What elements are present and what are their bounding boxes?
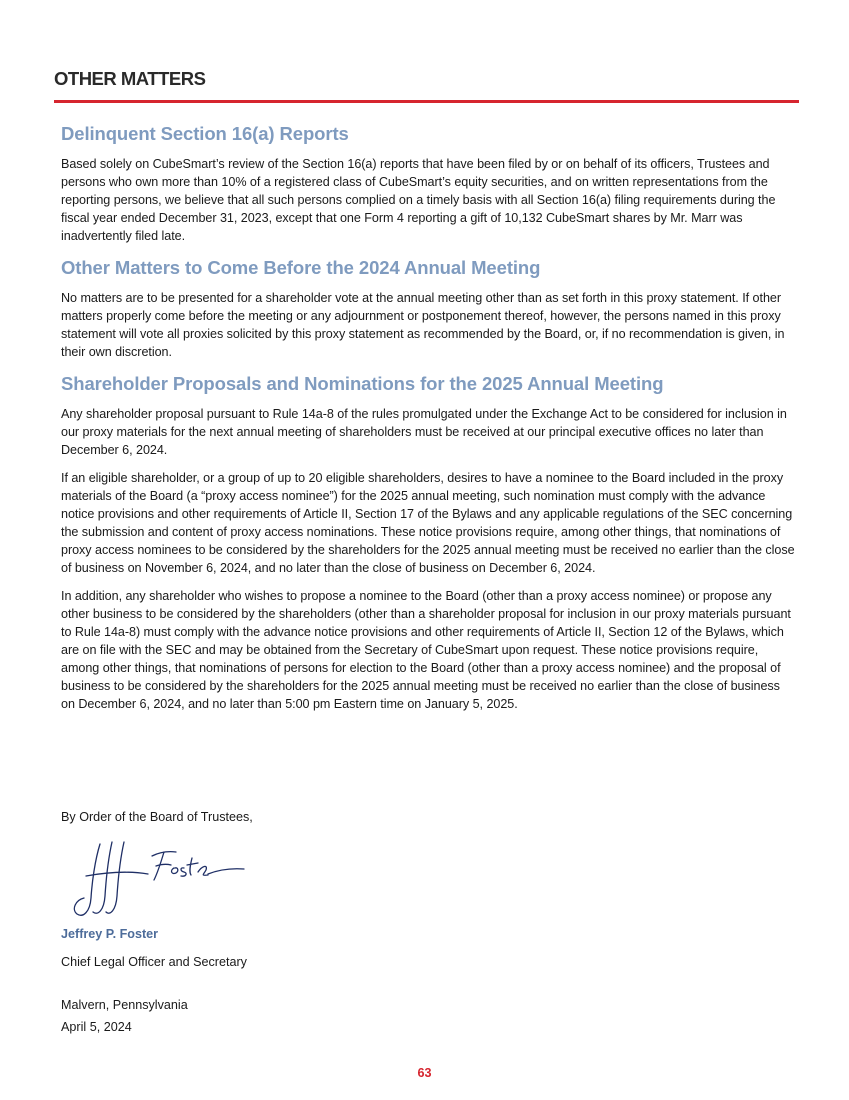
document-body xyxy=(61,122,796,723)
signer-title: Chief Legal Officer and Secretary xyxy=(61,955,247,969)
signing-location: Malvern, Pennsylvania xyxy=(61,998,188,1012)
signer-name: Jeffrey P. Foster xyxy=(61,927,159,941)
section-delinquent-reports xyxy=(61,122,796,245)
paragraph: Based solely on CubeSmart’s review of the Section 16(a) reports that have been filed by or on behalf of its officers, Trustees and persons who own more than 10% of a registered class of CubeSmart’s equity securities, and on written representations from the reporting persons, we believe that all such persons complied on a timely basis with all Section 16(a) filing requirements during the fiscal year ended December 31, 2023, except that one Form 4 reporting a gift of 10,132 CubeSmart shares by Mr. Marr was inadvertently filed late. xyxy=(61,157,776,243)
section-other-matters xyxy=(61,256,796,361)
section-title: Other Matters to Come Before the 2024 Annual Meeting xyxy=(61,257,541,278)
paragraph: Any shareholder proposal pursuant to Rule 14a-8 of the rules promulgated under the Exchange Act to be considered for inclusion in our proxy materials for the next annual meeting of shareholders must be received at our principal executive offices no later than December 6, 2024. xyxy=(61,407,787,457)
signature-image xyxy=(68,838,248,922)
page-title: OTHER MATTERS xyxy=(54,68,206,89)
paragraph: If an eligible shareholder, or a group of up to 20 eligible shareholders, desires to have a nominee to the Board included in the proxy materials of the Board (a “proxy access nominee”) for the 2025 annual meeting, such nomination must comply with the advance notice provisions and other requirements of Article II, Section 17 of the Bylaws and any applicable regulations of the SEC concerning the submission and content of proxy access nominations. These notice provisions require, among other things, that nominations of proxy access nominees to be considered by the shareholders for the 2025 annual meeting must be received no earlier than the close of business on November 6, 2024, and no later than the close of business on December 6, 2024. xyxy=(61,471,795,575)
page-number: 63 xyxy=(417,1066,432,1080)
paragraph: In addition, any shareholder who wishes to propose a nominee to the Board (other than a proxy access nominee) or propose any other business to be considered by the shareholders (other than a shareholder proposal for inclusion in our proxy materials pursuant to Rule 14a-8) must comply with the advance notice provisions and other requirements of Article II, Section 12 of the Bylaws, which are on file with the SEC and may be obtained from the Secretary of CubeSmart upon request. These notice provisions require, among other things, that nominations of persons for election to the Board (other than a proxy access nominee) and the proposal of business to be considered by the shareholders for the 2025 annual meeting must be received no earlier than the close of business on December 6, 2024, and no later than 5:00 pm Eastern time on January 5, 2025. xyxy=(61,589,791,711)
signing-date: April 5, 2024 xyxy=(61,1020,132,1034)
section-shareholder-proposals xyxy=(61,372,796,713)
section-title: Shareholder Proposals and Nominations for the 2025 Annual Meeting xyxy=(61,373,664,394)
closing-salutation: By Order of the Board of Trustees, xyxy=(61,810,253,824)
title-divider xyxy=(54,100,799,103)
paragraph: No matters are to be presented for a shareholder vote at the annual meeting other than as set forth in this proxy statement. If other matters properly come before the meeting or any adjournment or postponement thereof, however, the persons named in this proxy statement will vote all proxies solicited by this proxy statement as recommended by the Board, or, if no recommendation is given, in their own discretion. xyxy=(61,291,785,359)
section-title: Delinquent Section 16(a) Reports xyxy=(61,123,349,144)
